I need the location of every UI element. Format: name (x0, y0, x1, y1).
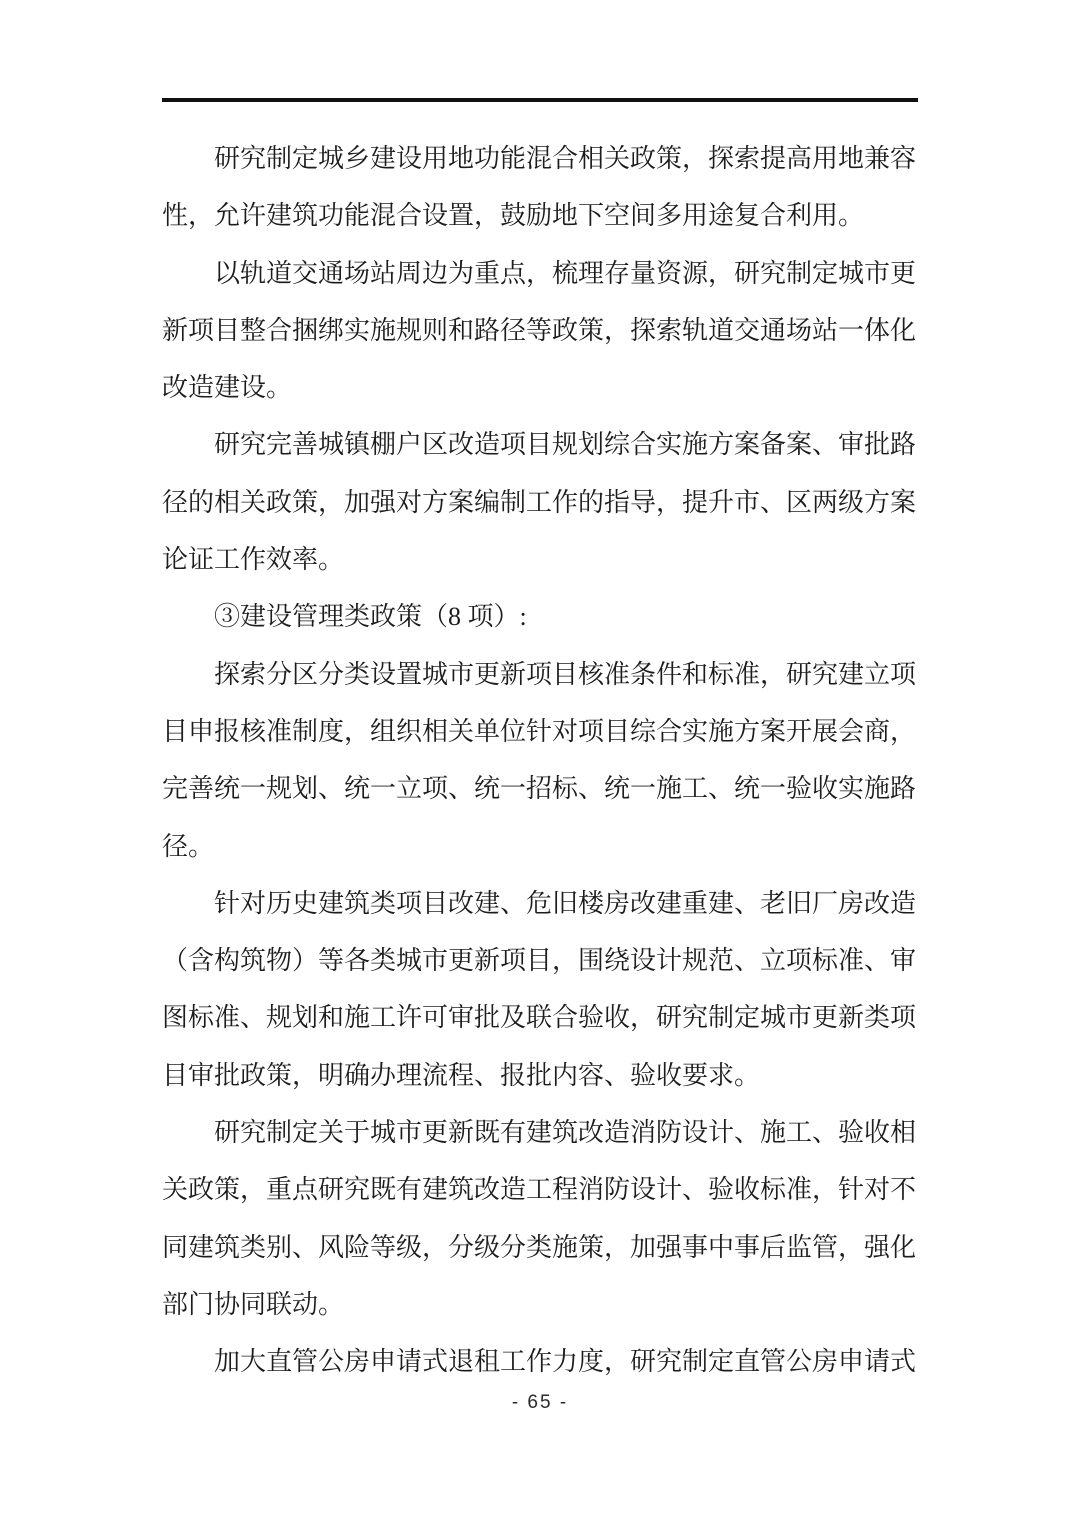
text-line: 目审批政策，明确办理流程、报批内容、验收要求。 (162, 1060, 761, 1090)
document-body (162, 130, 922, 1391)
text-line: 径。 (162, 831, 215, 861)
text-line: 径的相关政策，加强对方案编制工作的指导，提升市、区两级方案 (162, 487, 917, 517)
text-line: 探索分区分类设置城市更新项目核准条件和标准，研究建立项 (214, 659, 917, 689)
text-line: 图标准、规划和施工许可审批及联合验收，研究制定城市更新类项 (162, 1003, 917, 1033)
text-line: 研究制定关于城市更新既有建筑改造消防设计、施工、验收相 (214, 1118, 917, 1148)
text-line: 同建筑类别、风险等级，分级分类施策，加强事中事后监管，强化 (162, 1232, 917, 1262)
text-line: 完善统一规划、统一立项、统一招标、统一施工、统一验收实施路 (162, 774, 917, 804)
header-rule (162, 98, 918, 102)
text-line: 性，允许建筑功能混合设置，鼓励地下空间多用途复合利用。 (162, 201, 865, 231)
text-line: 论证工作效率。 (162, 545, 345, 575)
page-number: - 65 - (511, 1392, 569, 1413)
text-line: ③建设管理类政策（8 项）: (214, 602, 527, 632)
text-line: 改造建设。 (162, 373, 293, 403)
text-line: 研究完善城镇棚户区改造项目规划综合实施方案备案、审批路 (214, 430, 917, 460)
text-line: 目申报核准制度，组织相关单位针对项目综合实施方案开展会商， (162, 716, 917, 746)
text-line: 加大直管公房申请式退租工作力度，研究制定直管公房申请式 (214, 1347, 917, 1377)
text-line: （含构筑物）等各类城市更新项目，围绕设计规范、立项标准、审 (162, 946, 917, 976)
text-line: 部门协同联动。 (162, 1289, 345, 1319)
text-line: 新项目整合捆绑实施规则和路径等政策，探索轨道交通场站一体化 (162, 315, 917, 345)
text-line: 关政策，重点研究既有建筑改造工程消防设计、验收标准，针对不 (162, 1175, 917, 1205)
text-line: 针对历史建筑类项目改建、危旧楼房改建重建、老旧厂房改造 (214, 888, 917, 918)
text-line: 研究制定城乡建设用地功能混合相关政策，探索提高用地兼容 (214, 144, 917, 173)
text-line: 以轨道交通场站周边为重点，梳理存量资源，研究制定城市更 (214, 258, 917, 288)
